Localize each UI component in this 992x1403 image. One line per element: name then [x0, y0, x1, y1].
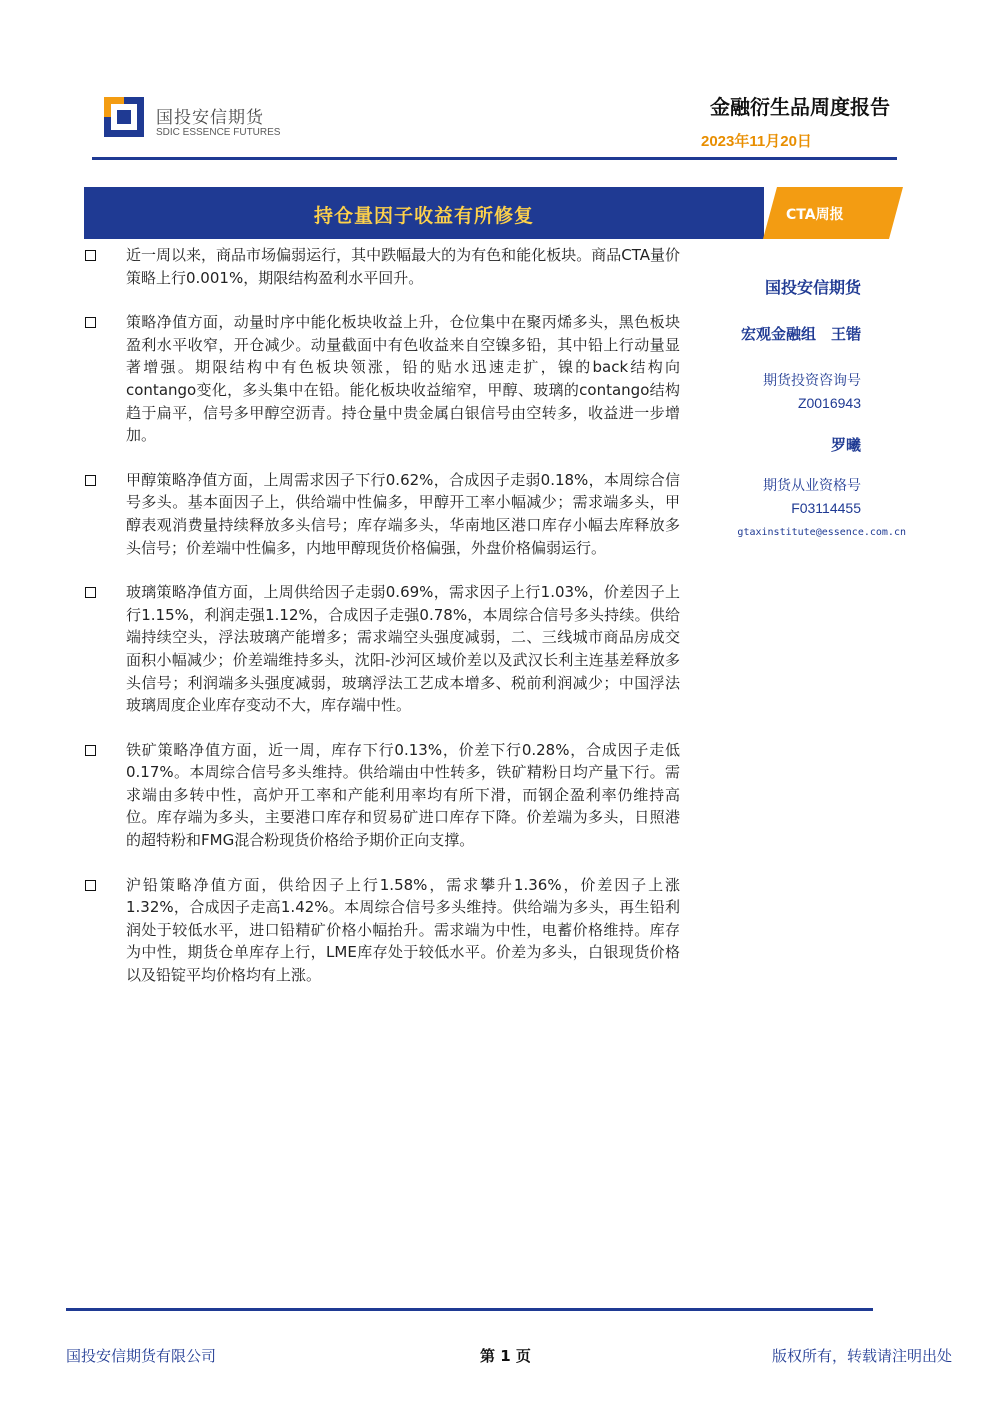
- list-item: [84, 311, 680, 447]
- checkbox-bullet-icon: [85, 475, 96, 486]
- footer-divider: [66, 1308, 873, 1311]
- banner-title: 持仓量因子收益有所修复: [313, 205, 534, 227]
- item-text: 玻璃策略净值方面，上周供给因子走弱0.69%，需求因子上行1.03%，价差因子上行1.15%，利润走强1.12%，合成因子走强0.78%，本周综合信号多头持续。供给端持续空头，浮法玻璃产能增多；需求端空头强度减弱，二、三线城市商品房成交面积小幅减少；价差端维持多头，沈阳-沙河区域价差以及武汉长利主连基差释放多头信号；利润端多头强度减弱，玻璃浮法工艺成本增多、税前利润减少；中国浮法玻璃周度企业库存变动不大，库存端中性。: [126, 583, 680, 715]
- logo-mark-icon: [104, 97, 144, 137]
- list-item: [84, 874, 680, 987]
- author-sidebar: [661, 275, 906, 538]
- item-text: 近一周以来，商品市场偏弱运行，其中跌幅最大的为有色和能化板块。商品CTA量价策略上行0.001%，期限结构盈利水平回升。: [126, 246, 680, 287]
- checkbox-bullet-icon: [85, 880, 96, 891]
- logo-text-en: SDIC ESSENCE FUTURES: [156, 127, 281, 138]
- cta-tag-label: CTA周报: [786, 207, 844, 223]
- checkbox-bullet-icon: [85, 745, 96, 756]
- analyst1-license-label: 期货投资咨询号: [763, 373, 861, 389]
- page-number: 第 1 页: [480, 1347, 531, 1365]
- analyst1-license-id: Z0016943: [797, 395, 861, 411]
- logo-text-cn: 国投安信期货: [156, 108, 264, 128]
- header-divider: [92, 157, 897, 160]
- list-item: [84, 581, 680, 717]
- item-text: 策略净值方面，动量时序中能化板块收益上升，仓位集中在聚丙烯多头，黑色板块盈利水平收窄，开仓减少。动量截面中有色收益来自空镍多铅，其中铅上行动量显著增强。期限结构中有色板块领涨，铅的贴水迅速走扩，镍的back结构向contango变化，多头集中在铅。能化板块收益缩窄，甲醇、玻璃的contango结构趋于扁平，信号多甲醇空沥青。持仓量中贵金属白银信号由空转多，收益进一步增加。: [126, 313, 680, 445]
- item-text: 铁矿策略净值方面，近一周，库存下行0.13%，价差下行0.28%，合成因子走低0.17%。本周综合信号多头维持。供给端由中性转多，铁矿精粉日均产量下行。需求端由多转中性，高炉开工率和产能利用率均有所下滑，而钢企盈利率仍维持高位。库存端为多头，主要港口库存和贸易矿进口库存下降。价差端为多头，日照港的超特粉和FMG混合粉现货价格给予期价正向支撑。: [126, 740, 680, 850]
- item-text: 甲醇策略净值方面，上周需求因子下行0.62%，合成因子走弱0.18%，本周综合信号多头。基本面因子上，供给端中性偏多，甲醇开工率小幅减少；需求端多头，甲醇表观消费量持续释放多头信号；库存端多头，华南地区港口库存小幅去库释放多头信号；价差端中性偏多，内地甲醇现货价格偏强，外盘价格偏弱运行。: [126, 470, 680, 557]
- checkbox-bullet-icon: [85, 587, 96, 598]
- list-item: [84, 469, 680, 559]
- list-item: [84, 244, 680, 289]
- summary-list: [84, 244, 680, 1009]
- title-banner: [84, 187, 764, 239]
- sidebar-group: 宏观金融组 王锴: [740, 325, 861, 343]
- footer-copyright: 版权所有，转载请注明出处: [771, 1347, 952, 1365]
- list-item: [84, 739, 680, 852]
- report-title: 金融衍生品周度报告: [710, 95, 890, 119]
- contact-email[interactable]: gtaxinstitute@essence.com.cn: [737, 527, 906, 538]
- checkbox-bullet-icon: [85, 250, 96, 261]
- analyst2-license-label: 期货从业资格号: [763, 478, 861, 494]
- sidebar-org: 国投安信期货: [764, 278, 861, 297]
- footer-company: 国投安信期货有限公司: [66, 1347, 217, 1365]
- analyst2-name: 罗曦: [830, 436, 861, 454]
- item-text: 沪铅策略净值方面，供给因子上行1.58%，需求攀升1.36%，价差因子上涨1.32%，合成因子走高1.42%。本周综合信号多头维持。供给端为多头，再生铅利润处于较低水平，进口铅精矿价格小幅抬升。需求端为中性，电蓄价格维持。库存为中性，期货仓单库存上行，LME库存处于较低水平。价差为多头，白银现货价格以及铅锭平均价格均有上涨。: [126, 875, 680, 985]
- analyst2-license-id: F03114455: [791, 500, 861, 516]
- checkbox-bullet-icon: [85, 317, 96, 328]
- report-date: 2023年11月20日: [701, 133, 812, 150]
